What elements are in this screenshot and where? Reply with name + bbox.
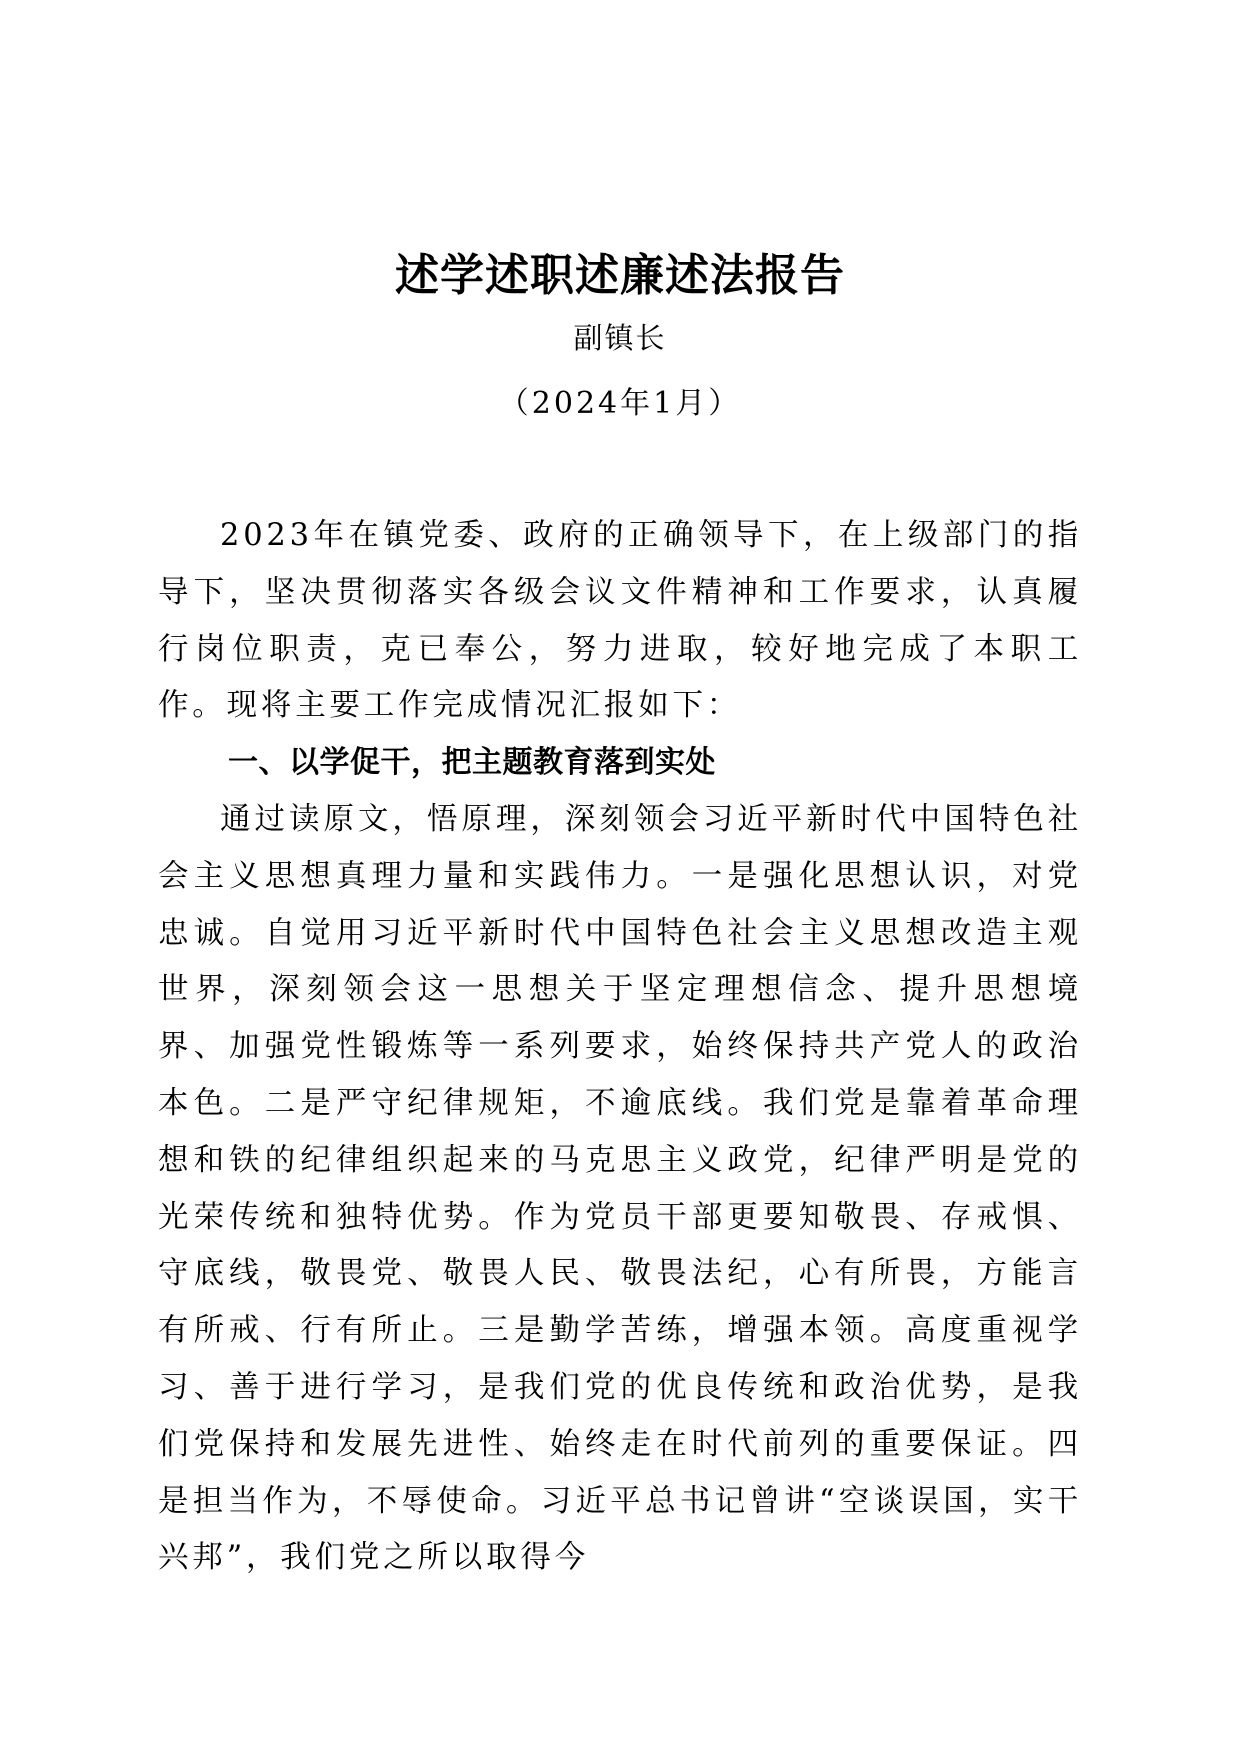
intro-paragraph: 2023年在镇党委、政府的正确领导下，在上级部门的指导下，坚决贯彻落实各级会议文件精神和工作要求，认真履行岗位职责，克已奉公，努力进取，较好地完成了本职工作。现将主要工作完成情况汇报如下：: [158, 518, 1082, 724]
author-position: 副镇长: [573, 321, 667, 355]
report-date: （2024年1月）: [498, 386, 742, 421]
section-heading: 一、以学促干，把主题教育落到实处: [228, 745, 716, 781]
document-title: 述学述职述廉述法报告: [395, 250, 845, 301]
section-paragraph: 通过读原文，悟原理，深刻领会习近平新时代中国特色社会主义思想真理力量和实践伟力。一是强化思想认识，对党忠诚。自觉用习近平新时代中国特色社会主义思想改造主观世界，深刻领会这一思想关于坚定理想信念、提升思想境界、加强党性锻炼等一系列要求，始终保持共产党人的政治本色。二是严守纪律规矩，不逾底线。我们党是靠着革命理想和铁的纪律组织起来的马克思主义政党，纪律严明是党的光荣传统和独特优势。作为党员干部更要知敬畏、存戒惧、守底线，敬畏党、敬畏人民、敬畏法纪，心有所畏，方能言有所戒、行有所止。三是勤学苦练，增强本领。高度重视学习、善于进行学习，是我们党的优良传统和政治优势，是我们党保持和发展先进性、始终走在时代前列的重要保证。四是担当作为，不辱使命。习近平总书记曾讲“空谈误国，实干兴邦”，我们党之所以取得今: [158, 801, 1082, 1576]
document-body: [158, 508, 1082, 1587]
